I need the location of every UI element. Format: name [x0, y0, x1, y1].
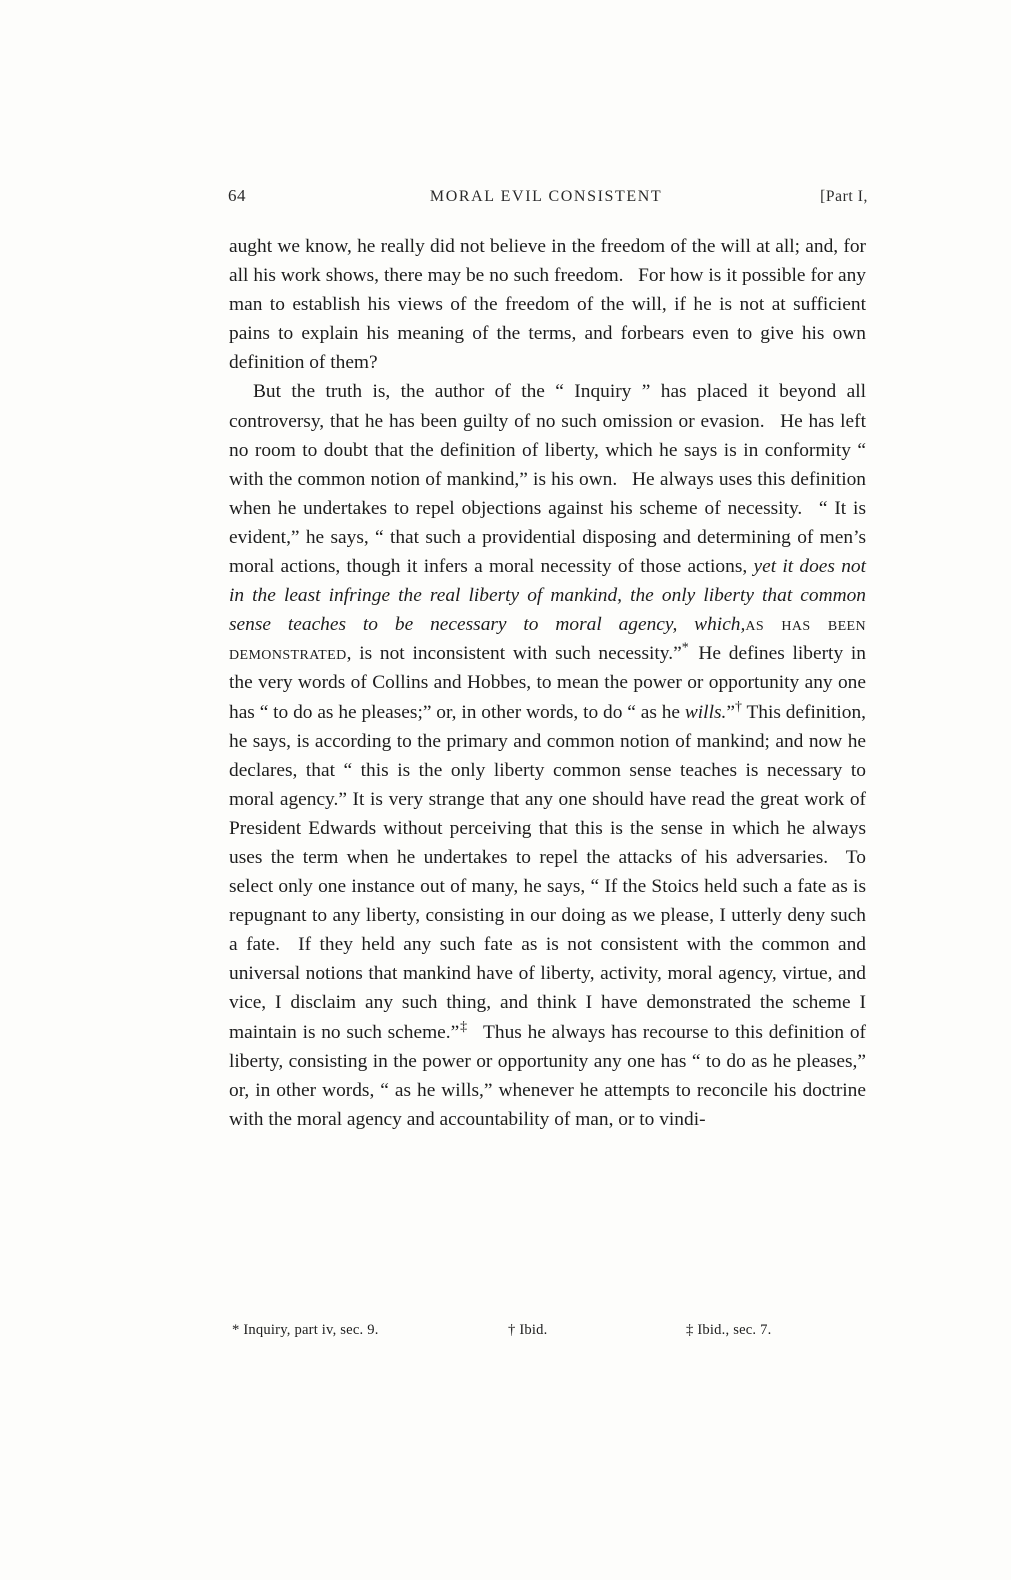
footnote-3: ‡ Ibid., sec. 7.	[686, 1322, 772, 1338]
footnote-marker-2: †	[734, 699, 742, 715]
paragraph-2-segment-6: Thus he always has recourse to this definition of liberty, consisting in the power or opportunity any one has “ to do as he pleases,” or, in other words, “ as he wills,” whenever he attempts to reconcile his doctrine with the moral agency and accountability of man, or to vindi-	[229, 1021, 866, 1130]
paragraph-2	[229, 377, 866, 1133]
paragraph-2-segment-4: ”	[726, 701, 735, 723]
part-label: [Part I,	[820, 188, 868, 205]
running-title: MORAL EVIL CONSISTENT	[429, 188, 663, 205]
footnote-marker-1: *	[681, 640, 689, 656]
paragraph-2-segment-2: , is not inconsistent with such necessity.”	[346, 643, 682, 665]
paragraph-2-segment-1: But the truth is, the author of the “ Inquiry ” has placed it beyond all controversy, that he has been guilty of no such omission or evasion. He has left no room to doubt that the definition of liberty, which he says is in conformity “ with the common notion of mankind,” is his own. He always uses this definition when he undertakes to repel objections against his scheme of necessity. “ It is evident,” he says, “ that such a providential disposing and determining of men’s moral actions, though it infers a moral necessity of those actions,	[229, 381, 866, 578]
page-number: 64	[228, 186, 246, 205]
paragraph-2-segment-5: This definition, he says, is according to the primary and common notion of mankind; and now he declares, that “ this is the only liberty common sense teaches is necessary to moral agency.” It is very strange that any one should have read the great work of President Edwards without perceiving that this is the sense in which he always uses the term when he undertakes to repel the attacks of his adversaries. To select only one instance out of many, he says, “ If the Stoics held such a fate as is repugnant to any liberty, consisting in our doing as we please, I utterly deny such a fate. If they held any such fate as is not consistent with the common and universal notions that mankind have of liberty, activity, moral agency, virtue, and vice, I disclaim any such thing, and think I have demonstrated the scheme I maintain is no such scheme.”	[229, 701, 867, 1043]
footnote-row	[232, 1322, 866, 1339]
page-header	[228, 186, 868, 208]
page-body	[229, 232, 866, 1134]
paragraph-1: aught we know, he really did not believe in the freedom of the will at all; and, for all his work shows, there may be no such freedom. For how is it possible for any man to establish his views of the freedom of the will, if he is not at sufficient pains to explain his meaning of the terms, and forbears even to give his own definition of them?	[229, 236, 866, 374]
footnote-1: * Inquiry, part iv, sec. 9.	[232, 1322, 379, 1338]
footnote-marker-3: ‡	[459, 1019, 468, 1035]
paragraph-2-segment-3: He defines liberty in the very words of Collins and Hobbes, to mean the power or opportunity any one has “ to do as he pleases;” or, in other words, to do “ as he	[229, 643, 866, 723]
paragraph-2-smallcaps: as has been demonstrated	[229, 614, 866, 665]
footnote-2: † Ibid.	[508, 1322, 548, 1338]
paragraph-2-italic-2: wills.	[684, 701, 727, 723]
paragraph-2-italic-1: yet it does not in the least infringe the real liberty of mankind, the only liberty that common sense teaches to be necessary to moral agency, which,	[229, 556, 866, 636]
